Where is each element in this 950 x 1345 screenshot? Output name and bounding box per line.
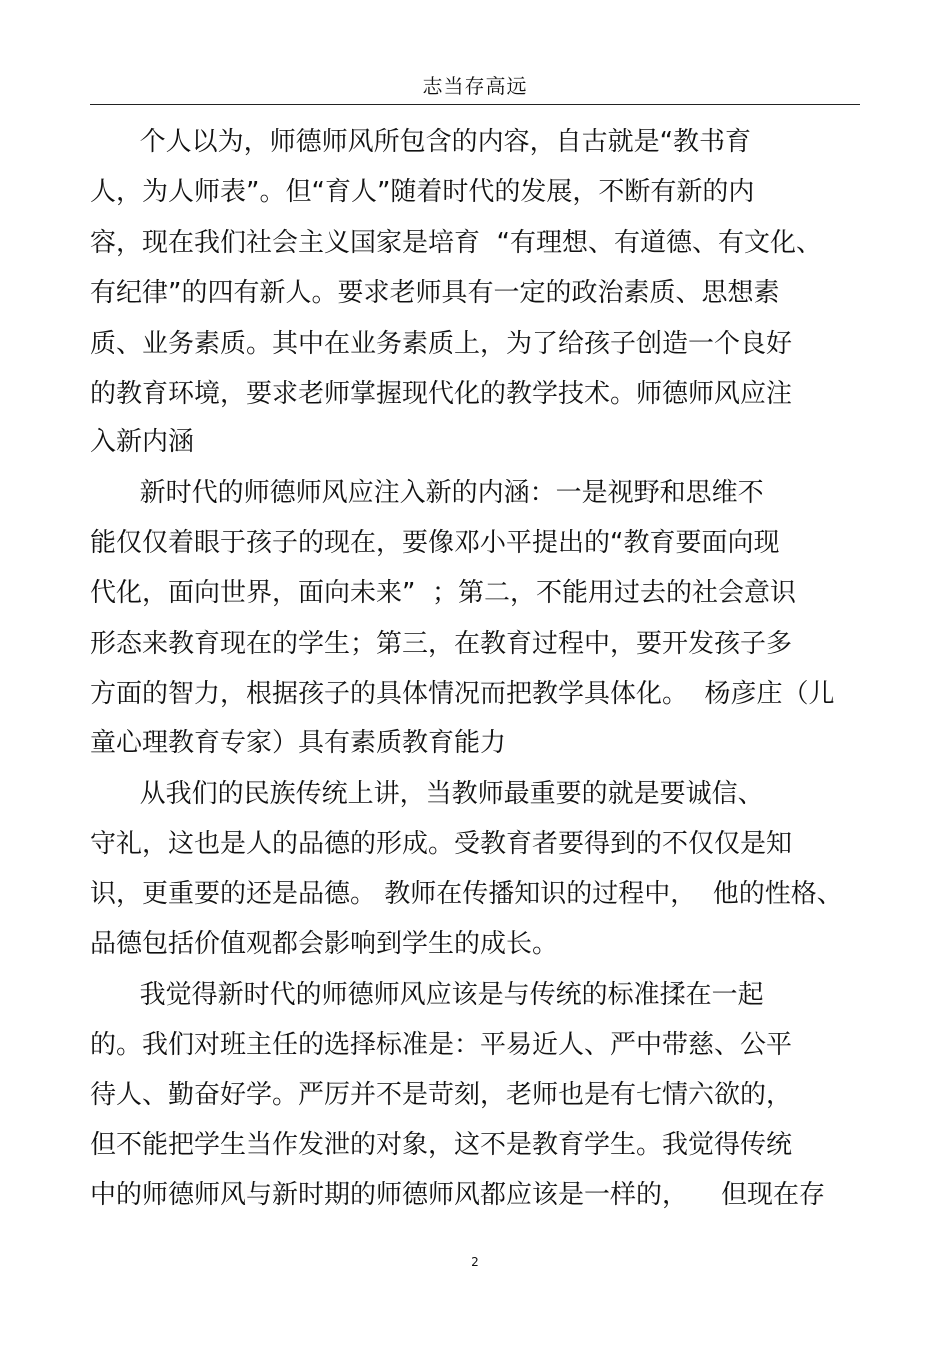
body-line: 个人以为，师德师风所包含的内容，自古就是“教书育 xyxy=(90,127,752,157)
body-line: 入新内涵 xyxy=(90,427,195,457)
body-line: 代化，面向世界，面向未来” ；第二，不能用过去的社会意识 xyxy=(90,578,796,608)
page-number: 2 xyxy=(471,1255,479,1269)
body-line: 从我们的民族传统上讲，当教师最重要的就是要诚信、 xyxy=(90,779,764,809)
body-line: 待人、勤奋好学。严厉并不是苛刻，老师也是有七情六欲的， xyxy=(90,1080,793,1110)
body-line: 但不能把学生当作发泄的对象，这不是教育学生。我觉得传统 xyxy=(90,1130,793,1160)
body-line: 童心理教育专家）具有素质教育能力 xyxy=(90,728,507,758)
body-line: 识，更重要的还是品德。 教师在传播知识的过程中， 他的性格、 xyxy=(90,879,843,909)
body-line: 容，现在我们社会主义国家是培育 “有理想、有道德、有文化、 xyxy=(90,228,822,258)
header-divider xyxy=(90,104,860,105)
body-line: 形态来教育现在的学生；第三，在教育过程中，要开发孩子多 xyxy=(90,629,793,659)
body-line: 我觉得新时代的师德师风应该是与传统的标准揉在一起 xyxy=(90,980,764,1010)
body-line: 有纪律”的四有新人。要求老师具有一定的政治素质、思想素 xyxy=(90,278,780,308)
body-line: 人，为人师表”。但“育人”随着时代的发展，不断有新的内 xyxy=(90,177,755,207)
body-line: 能仅仅着眼于孩子的现在，要像邓小平提出的“教育要面向现 xyxy=(90,528,780,558)
body-line: 的。我们对班主任的选择标准是：平易近人、严中带慈、公平 xyxy=(90,1030,793,1060)
body-line: 方面的智力，根据孩子的具体情况而把教学具体化。 杨彦庄（儿 xyxy=(90,679,835,709)
body-line: 新时代的师德师风应注入新的内涵：一是视野和思维不 xyxy=(90,478,764,508)
body-line: 的教育环境，要求老师掌握现代化的教学技术。师德师风应注 xyxy=(90,379,793,409)
body-line: 品德包括价值观都会影响到学生的成长。 xyxy=(90,929,559,959)
body-line: 守礼，这也是人的品德的形成。受教育者要得到的不仅仅是知 xyxy=(90,829,793,859)
body-line: 质、业务素质。其中在业务素质上，为了给孩子创造一个良好 xyxy=(90,329,793,359)
page-header-title: 志当存高远 xyxy=(422,74,528,98)
body-line: 中的师德师风与新时期的师德师风都应该是一样的， 但现在存 xyxy=(90,1180,826,1210)
